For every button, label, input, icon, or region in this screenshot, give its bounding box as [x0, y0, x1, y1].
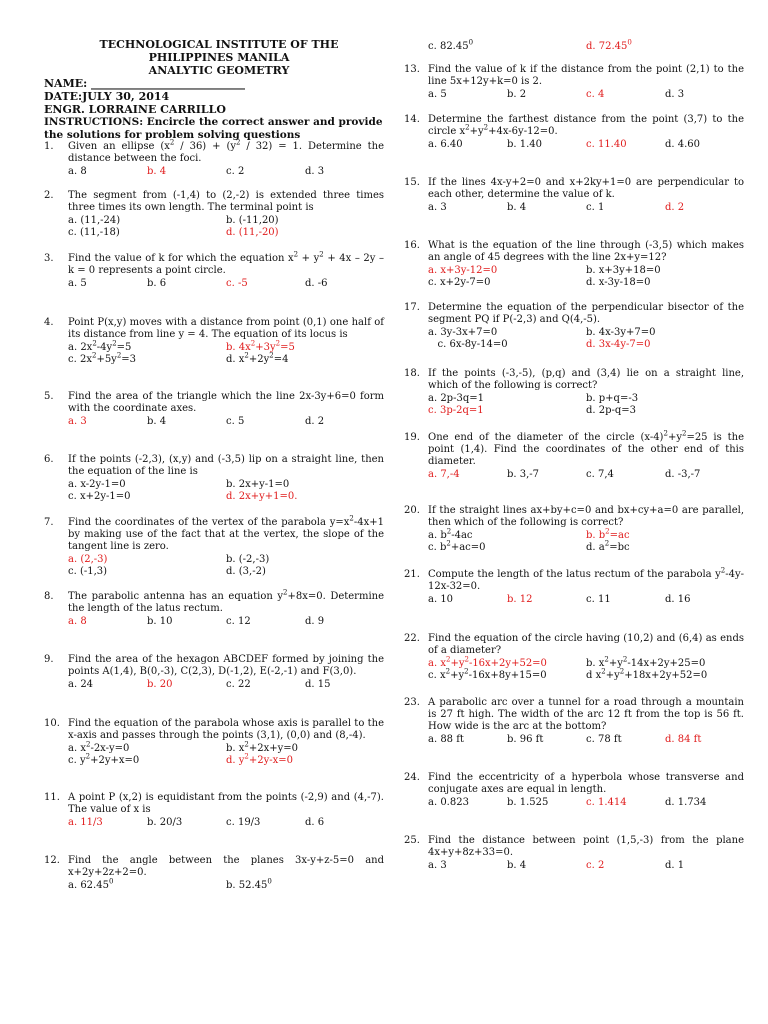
answer-option[interactable]: a. (2,-3): [68, 554, 108, 565]
question-text: Find the eccentricity of a hyperbola whose transverse and conjugate axes are equal in length.: [428, 772, 744, 795]
answer-option[interactable]: a. 5: [68, 278, 87, 289]
answer-option[interactable]: d. 2: [665, 202, 685, 213]
answer-option[interactable]: b. 2: [507, 89, 527, 100]
answer-option[interactable]: c. (-1,3): [68, 566, 108, 577]
question-text: Find the coordinates of the vertex of the parabola $y=x^2-4x+1$ by making use of the fact that at the vertex, the slope of the tangent line is zero.: [68, 514, 384, 552]
answer-option[interactable]: c. 78 ft: [586, 734, 622, 745]
answer-options: [68, 616, 384, 628]
answer-option[interactable]: a. 3y-3x+7=0: [428, 327, 498, 338]
answer-option[interactable]: d. 72.45$^0$: [586, 38, 632, 52]
question-item: [44, 454, 384, 503]
answer-option[interactable]: c. 1: [586, 202, 605, 213]
question-item: [404, 566, 744, 606]
answer-option[interactable]: a. 0.823: [428, 797, 469, 808]
answer-option[interactable]: a. 11/3: [68, 817, 103, 828]
answer-option[interactable]: d $x^2+y^2+18x+2y+52=0$: [586, 667, 708, 681]
answer-option[interactable]: c. 7,4: [586, 469, 614, 480]
answer-option[interactable]: a. 24: [68, 679, 94, 690]
question-number: 24.: [404, 772, 420, 783]
answer-option[interactable]: d. -3,-7: [665, 469, 701, 480]
answer-option[interactable]: c. 22: [226, 679, 251, 690]
answer-option[interactable]: b. 4: [147, 416, 167, 427]
answer-option[interactable]: b. 1.40: [507, 139, 543, 150]
answer-options: [428, 734, 744, 746]
answer-option[interactable]: a. 2p-3q=1: [428, 393, 484, 404]
question-number: 19.: [404, 432, 420, 443]
answer-option[interactable]: c. x+2y-1=0: [68, 491, 131, 502]
question-item: [404, 772, 744, 809]
question-number: 16.: [404, 240, 420, 251]
answer-option[interactable]: a. 8: [68, 166, 87, 177]
answer-options: [68, 740, 384, 767]
answer-option[interactable]: d. 2: [305, 416, 325, 427]
question-text: A point P (x,2) is equidistant from the points (-2,9) and (4,-7). The value of x is: [68, 792, 384, 815]
question-number: 21.: [404, 569, 420, 580]
answer-options: [68, 554, 384, 578]
answer-option[interactable]: a. 3: [428, 202, 447, 213]
answer-option[interactable]: b. 12: [507, 594, 533, 605]
question-text: If the straight lines ax+by+c=0 and bx+cy+a=0 are parallel, then which of the following is correct?: [428, 505, 744, 528]
answer-option[interactable]: a. x+3y-12=0: [428, 265, 498, 276]
question-item: [404, 697, 744, 746]
answer-options: [428, 797, 744, 809]
answer-options: [428, 38, 744, 53]
answer-options: [428, 327, 744, 351]
course-title: ANALYTIC GEOMETRY: [148, 64, 290, 77]
answer-option[interactable]: b. $x^2+2x+y=0$: [226, 740, 299, 754]
answer-option[interactable]: a. $b^2-4ac$: [428, 527, 473, 541]
question-text: Determine the equation of the perpendicular bisector of the segment PQ if P(-2,3) and Q(4,-5).: [428, 302, 744, 325]
question-number: 5.: [44, 391, 54, 402]
question-number: 17.: [404, 302, 420, 313]
school-name-line1: TECHNOLOGICAL INSTITUTE OF THE: [99, 38, 339, 51]
answer-option[interactable]: c. $2x^2+5y^2=3$: [68, 351, 137, 365]
question-text: Determine the farthest distance from the point (3,7) to the circle $x^2+y^2+4x-6y-12=0$.: [428, 114, 744, 137]
answer-options: [428, 527, 744, 554]
answer-option[interactable]: d. $y^2+2y-x=0$: [226, 752, 294, 766]
answer-option[interactable]: b. 4: [147, 166, 167, 177]
question-text: A parabolic arc over a tunnel for a road through a mountain is 27 ft high. The width of the arc 12 ft from the top is 56 ft. How wide is the arc at the bottom?: [428, 697, 744, 732]
question-text: Find the area of the triangle which the line 2x-3y+6=0 form with the coordinate axes.: [68, 391, 384, 414]
answer-option[interactable]: c. 2: [586, 860, 605, 871]
answer-option[interactable]: c. 82.45$^0$: [428, 38, 474, 52]
answer-option[interactable]: c. 1.414: [586, 797, 627, 808]
name-field-label: NAME: ____________________________: [44, 77, 246, 90]
answer-option[interactable]: a. 7,-4: [428, 469, 460, 480]
question-text: Compute the length of the latus rectum of the parabola $y^2-4y-12x-32=0$.: [428, 566, 744, 592]
answer-options: [68, 877, 384, 892]
question-text: Find the angle between the planes 3x-y+z-5=0 and x+2y+2z+2=0.: [68, 855, 384, 878]
question-text: If the lines 4x-y+2=0 and x+2ky+1=0 are perpendicular to each other, determine the value of k.: [428, 177, 744, 200]
answer-option[interactable]: b. 96 ft: [507, 734, 544, 745]
question-text: The parabolic antenna has an equation $y^2+8x=0$. Determine the length of the latus rectum.: [68, 588, 385, 614]
answer-options: [428, 469, 744, 481]
answer-options: [428, 393, 744, 417]
question-number: 12.: [44, 855, 60, 866]
question-number: 1.: [44, 141, 54, 152]
question-item: [404, 114, 744, 151]
answer-option[interactable]: d. 2p-q=3: [586, 405, 637, 416]
answer-option[interactable]: b. 20/3: [147, 817, 183, 828]
instructor-name: ENGR. LORRAINE CARRILLO: [44, 103, 226, 116]
answer-option[interactable]: d. 3x-4y-7=0: [586, 339, 651, 350]
school-name-line2: PHILIPPINES MANILA: [148, 51, 290, 64]
question-text: If the points (-3,-5), (p,q) and (3,4) lie on a straight line, which of the following is correct?: [428, 368, 744, 391]
instructions: INSTRUCTIONS: Encircle the correct answer and provide the solutions for problem solving questions: [44, 116, 383, 141]
question-item: [44, 250, 385, 290]
question-text: Point P(x,y) moves with a distance from point (0,1) one half of its distance from line y = 4. The equation of its locus is: [68, 317, 384, 340]
answer-option[interactable]: d. 6: [305, 817, 325, 828]
question-text: Find the distance between point (1,5,-3) from the plane 4x+y+8z+33=0.: [428, 835, 744, 858]
question-item: [404, 64, 744, 101]
answer-option[interactable]: b. x+3y+18=0: [586, 265, 661, 276]
question-number: 10.: [44, 718, 60, 729]
answer-option[interactable]: a. x-2y-1=0: [68, 479, 126, 490]
answer-option[interactable]: a. 3: [428, 860, 447, 871]
question-number: 14.: [404, 114, 420, 125]
answer-option[interactable]: a. $2x^2-4y^2=5$: [68, 339, 132, 353]
answer-options: [428, 594, 744, 606]
answer-option[interactable]: d. 3: [665, 89, 685, 100]
question-item: [404, 177, 744, 214]
answer-option[interactable]: b. 10: [147, 616, 173, 627]
answer-option[interactable]: d. 4.60: [665, 139, 701, 150]
question-item: [44, 391, 384, 428]
answer-options: [428, 860, 744, 872]
question-item: [44, 317, 384, 366]
question-text: One end of the diameter of the circle $(x-4)^2+y^2=25$ is the point (1,4). Find the coordinates of the other end of this diameter.: [428, 429, 744, 467]
question-text: Find the equation of the parabola whose axis is parallel to the x-axis and passes through the points (3,1), (0,0) and (8,-4).: [68, 718, 384, 741]
question-item: [44, 718, 384, 767]
answer-option[interactable]: d. (11,-20): [226, 227, 279, 238]
question-number: 8.: [44, 591, 54, 602]
answer-option[interactable]: d. 1.734: [665, 797, 707, 808]
question-number: 18.: [404, 368, 420, 379]
answer-option[interactable]: c. -5: [226, 278, 248, 289]
question-number: 25.: [404, 835, 420, 846]
answer-option[interactable]: a. 3: [68, 416, 87, 427]
answer-option[interactable]: c. 11.40: [586, 139, 627, 150]
question-number: 7.: [44, 517, 54, 528]
answer-option[interactable]: d. 2x+y+1=0.: [226, 491, 298, 502]
answer-option[interactable]: b. 4: [507, 202, 527, 213]
answer-option[interactable]: c. $y^2+2y+x=0$: [68, 752, 140, 766]
answer-options: [428, 265, 744, 289]
answer-option[interactable]: a. 62.45$^0$: [68, 877, 114, 891]
question-number: 2.: [44, 190, 54, 201]
answer-option[interactable]: c. (11,-18): [68, 227, 120, 238]
answer-option[interactable]: d. -6: [305, 278, 328, 289]
answer-option[interactable]: b. $4x^2+3y^2=5$: [226, 339, 295, 353]
answer-options: [428, 139, 744, 151]
question-number: 13.: [404, 64, 420, 75]
answer-options: [68, 339, 384, 366]
question-text: If the points (-2,3), (x,y) and (-3,5) lip on a straight line, then the equation of the line is: [68, 454, 384, 477]
answer-option[interactable]: c. $x^2+y^2-16x+8y+15=0$: [428, 667, 547, 681]
answer-option[interactable]: a. 8: [68, 616, 87, 627]
answer-options: [68, 215, 384, 239]
answer-option[interactable]: b. 52.45$^0$: [226, 877, 272, 891]
answer-option[interactable]: c. 5: [226, 416, 245, 427]
question-item: [44, 654, 384, 691]
answer-options: [428, 655, 744, 682]
answer-option[interactable]: b. p+q=-3: [586, 393, 639, 404]
answer-option[interactable]: c. 11: [586, 594, 611, 605]
left-column: [44, 0, 385, 891]
question-item: [44, 855, 384, 892]
question-number: 6.: [44, 454, 54, 465]
question-item: [404, 505, 744, 554]
question-number: 3.: [44, 253, 54, 264]
question-item: [404, 429, 744, 481]
question-text: Find the area of the hexagon ABCDEF formed by joining the points A(1,4), B(0,-3), C(2,3), D(-1,2), E(-2,-1) and F(3,0).: [68, 654, 384, 677]
answer-option[interactable]: a. 6.40: [428, 139, 463, 150]
question-item: [44, 792, 384, 829]
answer-option[interactable]: d. $a^2=bc$: [586, 539, 630, 553]
question-number: 9.: [44, 654, 54, 665]
answer-options: [428, 89, 744, 101]
answer-option[interactable]: d. 15: [305, 679, 331, 690]
answer-option[interactable]: c. 19/3: [226, 817, 261, 828]
question-item: [404, 633, 744, 682]
answer-option[interactable]: b. 2x+y-1=0: [226, 479, 290, 490]
question-number: 11.: [44, 792, 60, 803]
question-text: What is the equation of the line through (-3,5) which makes an angle of 45 degrees with the line 2x+y=12?: [428, 240, 744, 263]
answer-option[interactable]: c. 6x-8y-14=0: [428, 339, 508, 350]
question-item: [404, 240, 744, 289]
answer-option[interactable]: c. 4: [586, 89, 605, 100]
answer-options: [68, 817, 384, 829]
question-text: Given an ellipse $(x^2 / 36) + (y^2 / 32) = 1$. Determine the distance between the foci.: [68, 138, 385, 164]
answer-option[interactable]: d. $x^2+2y^2=4$: [226, 351, 289, 365]
answer-option[interactable]: a. 5: [428, 89, 447, 100]
answer-options: [68, 166, 384, 178]
question-text: Find the value of k if the distance from the point (2,1) to the line 5x+12y+k=0 is 2.: [428, 64, 744, 87]
answer-option[interactable]: d. 84 ft: [665, 734, 702, 745]
question-item: [44, 514, 384, 578]
question-number: 4.: [44, 317, 54, 328]
answer-option[interactable]: d. 1: [665, 860, 685, 871]
answer-option[interactable]: a. (11,-24): [68, 215, 121, 226]
answer-option[interactable]: c. $b^2+ac=0$: [428, 539, 486, 553]
answer-option[interactable]: d. 16: [665, 594, 691, 605]
answer-option[interactable]: b. (-2,-3): [226, 554, 270, 565]
question-item: [404, 835, 744, 872]
question-number: 20.: [404, 505, 420, 516]
answer-option[interactable]: a. 88 ft: [428, 734, 464, 745]
answer-option[interactable]: d. x-3y-18=0: [586, 277, 651, 288]
question-item: [404, 302, 744, 351]
answer-option[interactable]: b. $x^2+y^2-14x+2y+25=0$: [586, 655, 706, 669]
answer-option[interactable]: c. 2: [226, 166, 245, 177]
answer-option[interactable]: d. 3: [305, 166, 325, 177]
answer-options: [68, 416, 384, 428]
question-number: 15.: [404, 177, 420, 188]
exam-date: DATE:JULY 30, 2014: [44, 90, 170, 103]
answer-options: [68, 479, 384, 503]
question-number: 23.: [404, 697, 420, 708]
answer-option[interactable]: d. 9: [305, 616, 325, 627]
question-item: [44, 588, 385, 628]
answer-option[interactable]: b. 1.525: [507, 797, 549, 808]
question-item: [404, 368, 744, 417]
question-number: 22.: [404, 633, 420, 644]
answer-option[interactable]: d. (3,-2): [226, 566, 266, 577]
question-text: The segment from (-1,4) to (2,-2) is extended three times three times its own length. The terminal point is: [68, 190, 384, 213]
answer-option[interactable]: a. $x^2-2x-y=0$: [68, 740, 130, 754]
answer-option[interactable]: b. 3,-7: [507, 469, 540, 480]
question-item: [44, 138, 385, 178]
question-text: Find the value of k for which the equation $x^2 + y^2 + 4x - 2y - k = 0$ represents a point circle.: [68, 250, 385, 276]
answer-option[interactable]: a. 10: [428, 594, 454, 605]
answer-option[interactable]: c. x+2y-7=0: [428, 277, 491, 288]
answer-option[interactable]: b. 4x-3y+7=0: [586, 327, 656, 338]
answer-option[interactable]: b. 20: [147, 679, 173, 690]
question-text: Find the equation of the circle having (10,2) and (6,4) as ends of a diameter?: [428, 633, 744, 656]
answer-options: [68, 278, 384, 290]
answer-options: [68, 679, 384, 691]
answer-option[interactable]: c. 12: [226, 616, 251, 627]
question-item: [404, 40, 744, 53]
answer-option[interactable]: b. 6: [147, 278, 167, 289]
answer-options: [428, 202, 744, 214]
question-item: [44, 190, 384, 239]
answer-option[interactable]: b. (-11,20): [226, 215, 279, 226]
answer-option[interactable]: b. $b^2=ac$: [586, 527, 630, 541]
answer-option[interactable]: c. 3p-2q=1: [428, 405, 484, 416]
answer-option[interactable]: a. $x^2+y^2-16x+2y+52=0$: [428, 655, 547, 669]
answer-option[interactable]: b. 4: [507, 860, 527, 871]
